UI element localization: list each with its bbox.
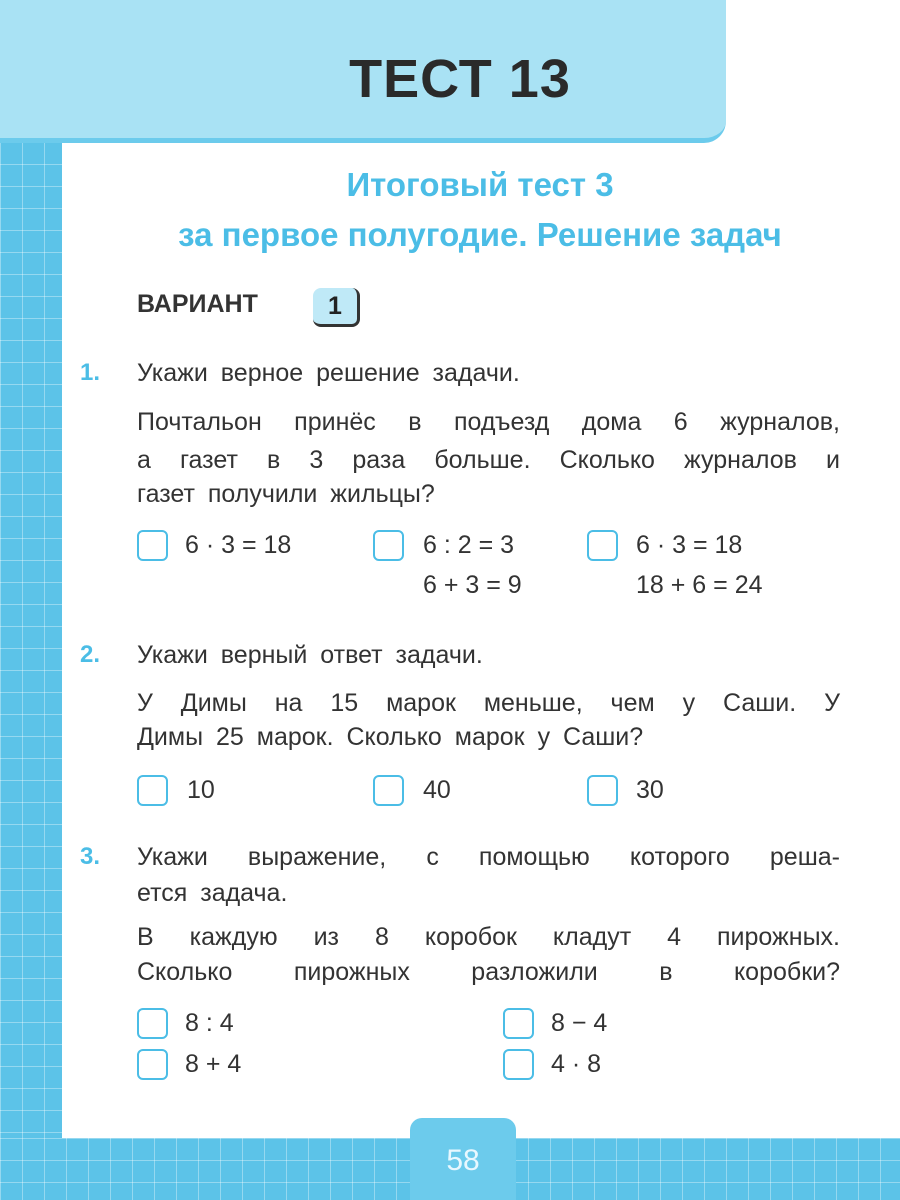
question-text-line: В каждую из 8 коробок кладут 4 пирожных. [137,923,840,951]
question-text-line: а газет в 3 раза больше. Сколько журналов и [137,446,840,474]
option-text: 10 [187,776,215,804]
answer-checkbox[interactable] [587,775,618,806]
variant-label: ВАРИАНТ [137,290,258,318]
option-text: 4 · 8 [551,1050,602,1078]
option-text: 30 [636,776,664,804]
header-banner [0,0,726,143]
answer-checkbox[interactable] [373,775,404,806]
answer-checkbox[interactable] [137,1049,168,1080]
subtitle-line-1: Итоговый тест 3 [346,166,614,203]
page-number: 58 [410,1118,516,1200]
option-text: 6 · 3 = 18 [185,531,292,559]
answer-checkbox[interactable] [137,530,168,561]
question-prompt: ется задача. [137,879,288,907]
option-text: 18 + 6 = 24 [636,571,763,599]
answer-checkbox[interactable] [373,530,404,561]
option-text: 6 : 2 = 3 [423,531,515,559]
option-text: 8 + 4 [185,1050,242,1078]
question-text-line: Сколько пирожных разложили в коробки? [137,958,840,986]
question-prompt: Укажи верный ответ задачи. [137,641,483,669]
option-text: 40 [423,776,451,804]
option-text: 8 : 4 [185,1009,234,1037]
subtitle-line-2: за первое полугодие. Решение задач [178,216,782,253]
option-text: 6 · 3 = 18 [636,531,743,559]
answer-checkbox[interactable] [503,1008,534,1039]
question-text-line: Димы 25 марок. Сколько марок у Саши? [137,723,644,751]
test-title: ТЕСТ 13 [349,49,571,109]
question-prompt: Укажи выражение, с помощью которого реша- [137,843,840,871]
left-decor-strip [0,120,62,1200]
option-text: 6 + 3 = 9 [423,571,522,599]
question-text-line: Почтальон принёс в подъезд дома 6 журналов, [137,408,840,436]
question-number: 2. [80,641,101,668]
answer-checkbox[interactable] [503,1049,534,1080]
answer-checkbox[interactable] [137,775,168,806]
question-number: 1. [80,359,101,386]
answer-checkbox[interactable] [587,530,618,561]
question-number: 3. [80,843,101,870]
question-text-line: У Димы на 15 марок меньше, чем у Саши. У [137,689,840,717]
answer-checkbox[interactable] [137,1008,168,1039]
variant-number: 1 [313,288,360,327]
option-text: 8 − 4 [551,1009,608,1037]
question-prompt: Укажи верное решение задачи. [137,359,520,387]
question-text-line: газет получили жильцы? [137,480,435,508]
